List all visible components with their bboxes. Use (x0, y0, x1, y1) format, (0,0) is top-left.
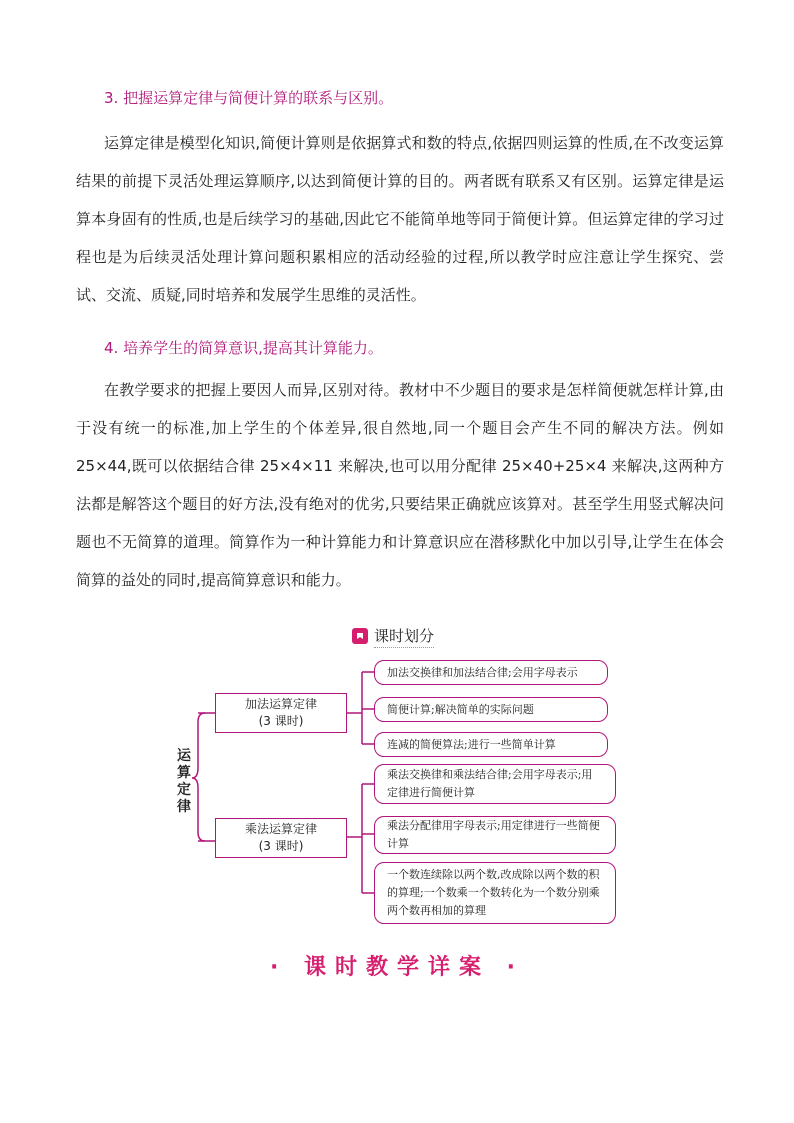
section-title-lesson-plan: · 课时教学详案 · (269, 955, 525, 980)
schedule-title-label: 课时划分 (374, 625, 434, 648)
section-3-heading: 3. 把握运算定律与简便计算的联系与区别。 (104, 89, 394, 107)
lesson-item: 乘法交换律和乘法结合律;会用字母表示;用定律进行简便计算 (374, 764, 616, 804)
lesson-item: 乘法分配律用字母表示;用定律进行一些简便计算 (374, 816, 616, 854)
group-name: 加法运算定律 (244, 697, 317, 711)
group-hours: (3 课时) (258, 839, 304, 853)
group-hours: (3 课时) (258, 714, 304, 728)
section-3-paragraph: 运算定律是模型化知识,简便计算则是依据算式和数的特点,依据四则运算的性质,在不改变运算结果的前提下灵活处理运算顺序,以达到简便计算的目的。两者既有联系又有区别。运算定律是运算本身固有的性质,也是后续学习的基础,因此它不能简单地等同于简便计算。但运算定律的学习过程也是为后续灵活处理计算问题积累相应的活动经验的过程,所以教学时应注意让学生探究、尝试、交流、质疑,同时培养和发展学生思维的灵活性。 (76, 134, 724, 304)
lesson-item: 简便计算;解决简单的实际问题 (374, 697, 608, 722)
section-4-paragraph: 在教学要求的把握上要因人而异,区别对待。教材中不少题目的要求是怎样简便就怎样计算,由于没有统一的标准,加上学生的个体差异,很自然地,同一个题目会产生不同的解决方法。例如 25×44,既可以依据结合律 25×4×11 来解决,也可以用分配律 25×40+25×4 来解决,这两种方法都是解答这个题目的好方法,没有绝对的优劣,只要结果正确就应该算对。甚至学生用竖式解决问题也不无简算的道理。简算作为一种计算能力和计算意识应在潜移默化中加以引导,让学生在体会简算的益处的同时,提高简算意识和能力。 (76, 381, 724, 589)
group-addition-box (215, 693, 347, 733)
lesson-item: 一个数连续除以两个数,改成除以两个数的积的算理;一个数乘一个数转化为一个数分别乘两个数再相加的算理 (374, 862, 616, 924)
lesson-item: 加法交换律和加法结合律;会用字母表示 (374, 660, 608, 685)
section-4-heading: 4. 培养学生的简算意识,提高其计算能力。 (104, 339, 383, 357)
lesson-item: 连减的简便算法;进行一些简单计算 (374, 732, 608, 757)
group-name: 乘法运算定律 (244, 822, 317, 836)
tree-root-label: 运算定律 (177, 748, 191, 815)
group-multiplication-box (215, 818, 347, 858)
